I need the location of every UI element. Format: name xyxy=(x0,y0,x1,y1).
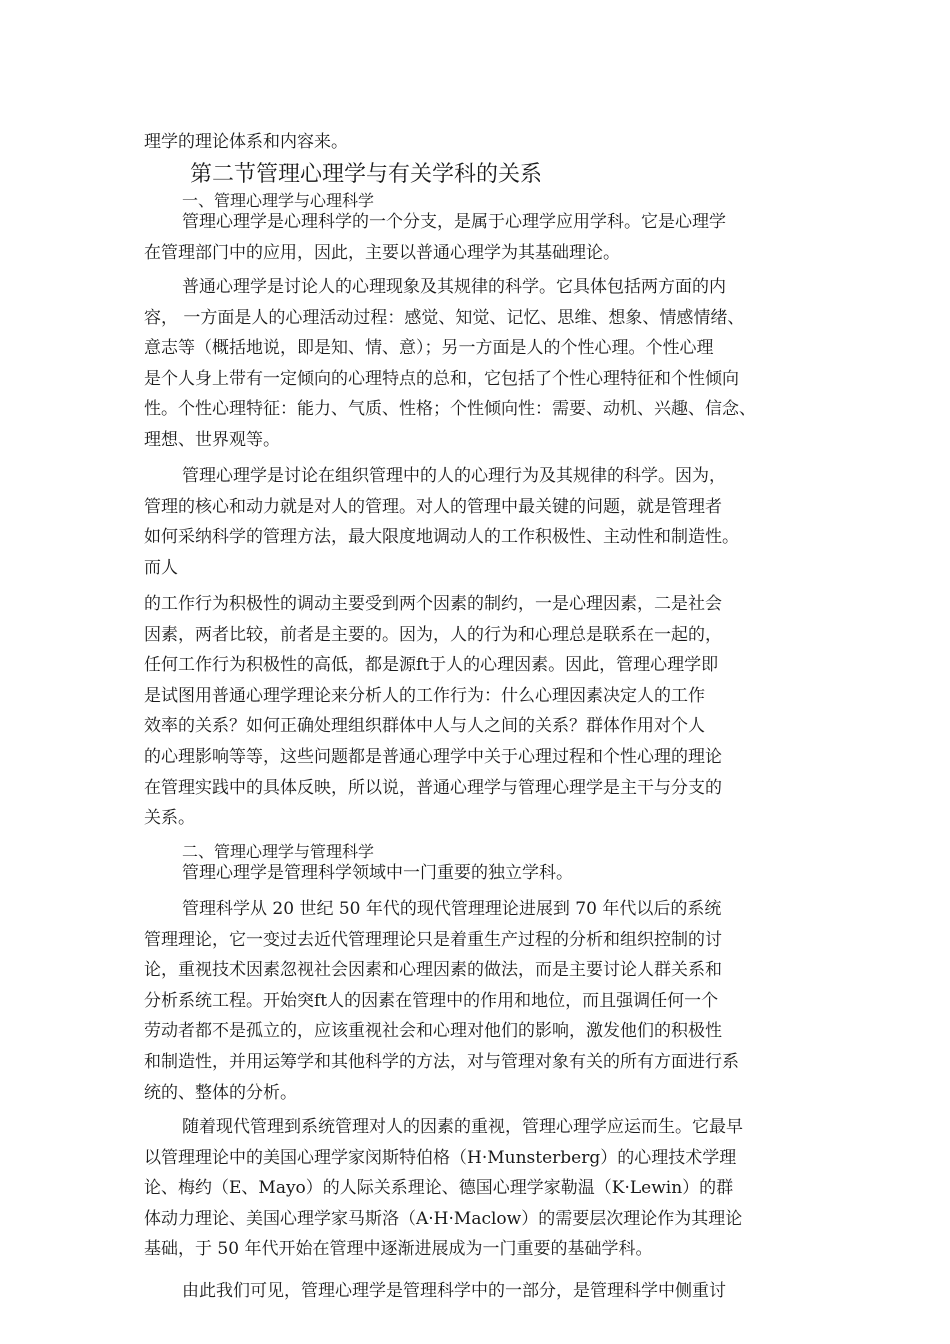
subheading-management-science: 二、管理心理学与管理科学 xyxy=(182,842,375,861)
paragraph-1 xyxy=(144,207,824,268)
text-line: 容， 一方面是人的心理活动过程：感觉、知觉、记忆、思维、想象、情感情绪、 xyxy=(144,307,745,328)
text-line: 由此我们可见，管理心理学是管理科学中的一部分，是管理科学中侧重讨 xyxy=(182,1281,726,1301)
paragraph-4 xyxy=(144,589,824,834)
text-line: 论，重视技术因素忽视社会因素和心理因素的做法，而是主要讨论人群关系和 xyxy=(144,960,722,981)
text-line: 管理心理学是心理科学的一个分支，是属于心理学应用学科。它是心理学 xyxy=(182,212,726,232)
paragraph-5 xyxy=(144,858,824,889)
text-line: 因素，两者比较，前者是主要的。因为，人的行为和心理总是联系在一起的， xyxy=(144,624,722,645)
text-line: 的工作行为积极性的调动主要受到两个因素的制约，一是心理因素，二是社会 xyxy=(144,594,722,614)
text-line: 的心理影响等等，这些问题都是普通心理学中关于心理过程和个性心理的理论 xyxy=(144,746,722,767)
text-line: 统的、整体的分析。 xyxy=(144,1082,297,1103)
text-line: 是个人身上带有一定倾向的心理特点的总和，它包括了个性心理特征和个性倾向 xyxy=(144,368,739,389)
text-line: 理想、世界观等。 xyxy=(144,429,280,450)
section-title: 第二节管理心理学与有关学科的关系 xyxy=(190,162,543,187)
text-line: 分析系统工程。开始突ft人的因素在管理中的作用和地位，而且强调任何一个 xyxy=(144,990,719,1011)
paragraph-7 xyxy=(144,1112,824,1265)
text-line: 在管理部门中的应用，因此，主要以普通心理学为其基础理论。 xyxy=(144,242,620,263)
text-line: 性。个性心理特征：能力、气质、性格；个性倾向性：需要、动机、兴趣、信念、 xyxy=(144,399,756,420)
text-line: 以管理理论中的美国心理学家闵斯特伯格（H·Munsterberg）的心理技术学理 xyxy=(144,1147,737,1168)
paragraph-3 xyxy=(144,461,824,583)
text-line: 管理科学从 20 世纪 50 年代的现代管理理论进展到 70 年代以后的系统 xyxy=(182,899,722,919)
text-line: 随着现代管理到系统管理对人的因素的重视，管理心理学应运而生。它最早 xyxy=(182,1117,743,1137)
text-line: 在管理实践中的具体反映，所以说，普通心理学与管理心理学是主干与分支的 xyxy=(144,777,722,798)
text-line: 论、梅约（E、Mayo）的人际关系理论、德国心理学家勒温（K·Lewin）的群 xyxy=(144,1178,734,1199)
text-line: 意志等（概括地说，即是知、情、意）；另一方面是人的个性心理。个性心理 xyxy=(144,338,714,359)
text-line: 效率的关系？如何正确处理组织群体中人与人之间的关系？群体作用对个人 xyxy=(144,716,705,737)
text-line: 劳动者都不是孤立的，应该重视社会和心理对他们的影响，激发他们的积极性 xyxy=(144,1021,722,1042)
text-line: 管理理论，它一变过去近代管理理论只是着重生产过程的分析和组织控制的讨 xyxy=(144,929,722,950)
paragraph-2 xyxy=(144,272,824,456)
text-line: 任何工作行为积极性的高低，都是源ft于人的心理因素。因此，管理心理学即 xyxy=(144,655,719,676)
text-line: 体动力理论、美国心理学家马斯洛（A·H·Maclow）的需要层次理论作为其理论 xyxy=(144,1208,743,1229)
text-line: 和制造性，并用运筹学和其他科学的方法，对与管理对象有关的所有方面进行系 xyxy=(144,1051,739,1072)
text-line: 关系。 xyxy=(144,808,195,829)
text-line: 基础，于 50 年代开始在管理中逐渐进展成为一门重要的基础学科。 xyxy=(144,1239,653,1260)
text-line: 如何采纳科学的管理方法，最大限度地调动人的工作积极性、主动性和制造性。 xyxy=(144,527,739,548)
paragraph-6 xyxy=(144,894,824,1108)
subheading-psychology-science: 一、管理心理学与心理科学 xyxy=(182,191,375,210)
text-line: 管理心理学是讨论在组织管理中的人的心理行为及其规律的科学。因为， xyxy=(182,466,726,486)
text-line: 而人 xyxy=(144,557,178,578)
text-line: 管理心理学是管理科学领域中一门重要的独立学科。 xyxy=(182,863,573,883)
text-line: 管理的核心和动力就是对人的管理。对人的管理中最关键的问题，就是管理者 xyxy=(144,496,722,517)
paragraph-8 xyxy=(144,1276,824,1307)
paragraph-continuation xyxy=(144,127,824,158)
text-line: 普通心理学是讨论人的心理现象及其规律的科学。它具体包括两方面的内 xyxy=(182,277,726,297)
text-line: 理学的理论体系和内容来。 xyxy=(144,132,348,152)
text-line: 是试图用普通心理学理论来分析人的工作行为：什么心理因素决定人的工作 xyxy=(144,685,705,706)
